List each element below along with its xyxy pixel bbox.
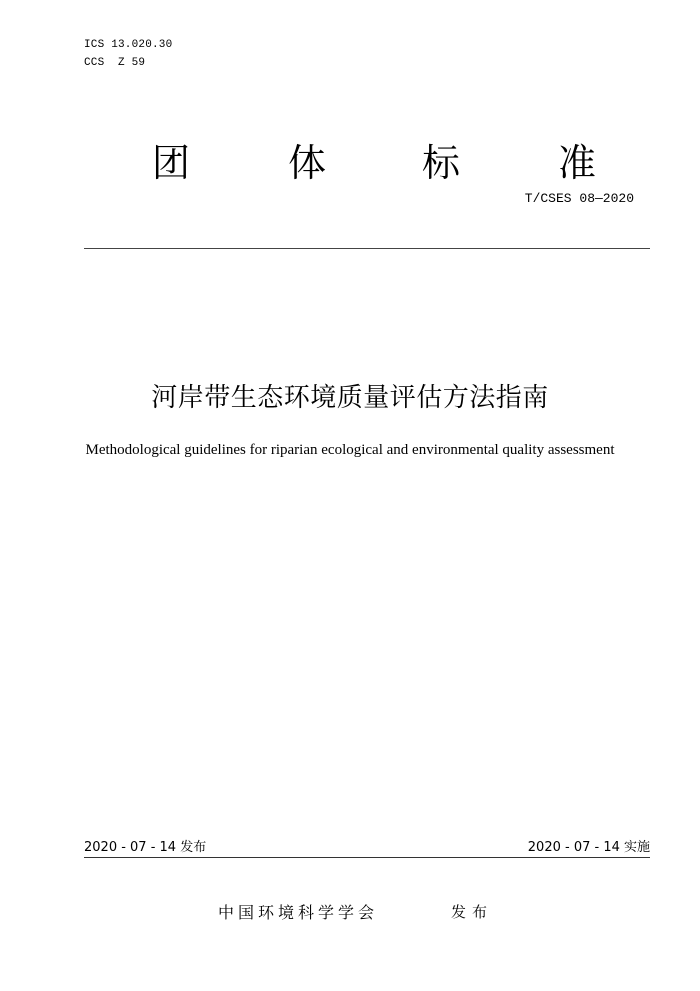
standard-type-char: 标 — [422, 141, 461, 185]
issued-label: 发布 — [451, 903, 494, 921]
ccs-code: CCS Z 59 — [84, 57, 146, 69]
standard-number: T/CSES 08—2020 — [524, 191, 634, 206]
standard-type-title — [84, 138, 650, 188]
standard-type-char: 团 — [152, 141, 191, 185]
document-title-cn: 河岸带生态环境质量评估方法指南 — [151, 383, 549, 413]
issuing-organization: 中国环境科学学会 — [218, 903, 379, 922]
ics-code: ICS 13.020.30 — [84, 39, 173, 51]
standard-type-char: 体 — [288, 141, 327, 185]
classification-codes — [84, 36, 172, 72]
effective-date: 2020 - 07 - 14 实施 — [527, 840, 650, 855]
document-title-en: Methodological guidelines for riparian ecological and environmental quality assessment — [85, 442, 615, 458]
header-divider — [84, 248, 650, 249]
publish-date: 2020 - 07 - 14 发布 — [84, 840, 207, 855]
standard-type-char: 准 — [558, 141, 597, 185]
footer-divider — [84, 857, 650, 858]
